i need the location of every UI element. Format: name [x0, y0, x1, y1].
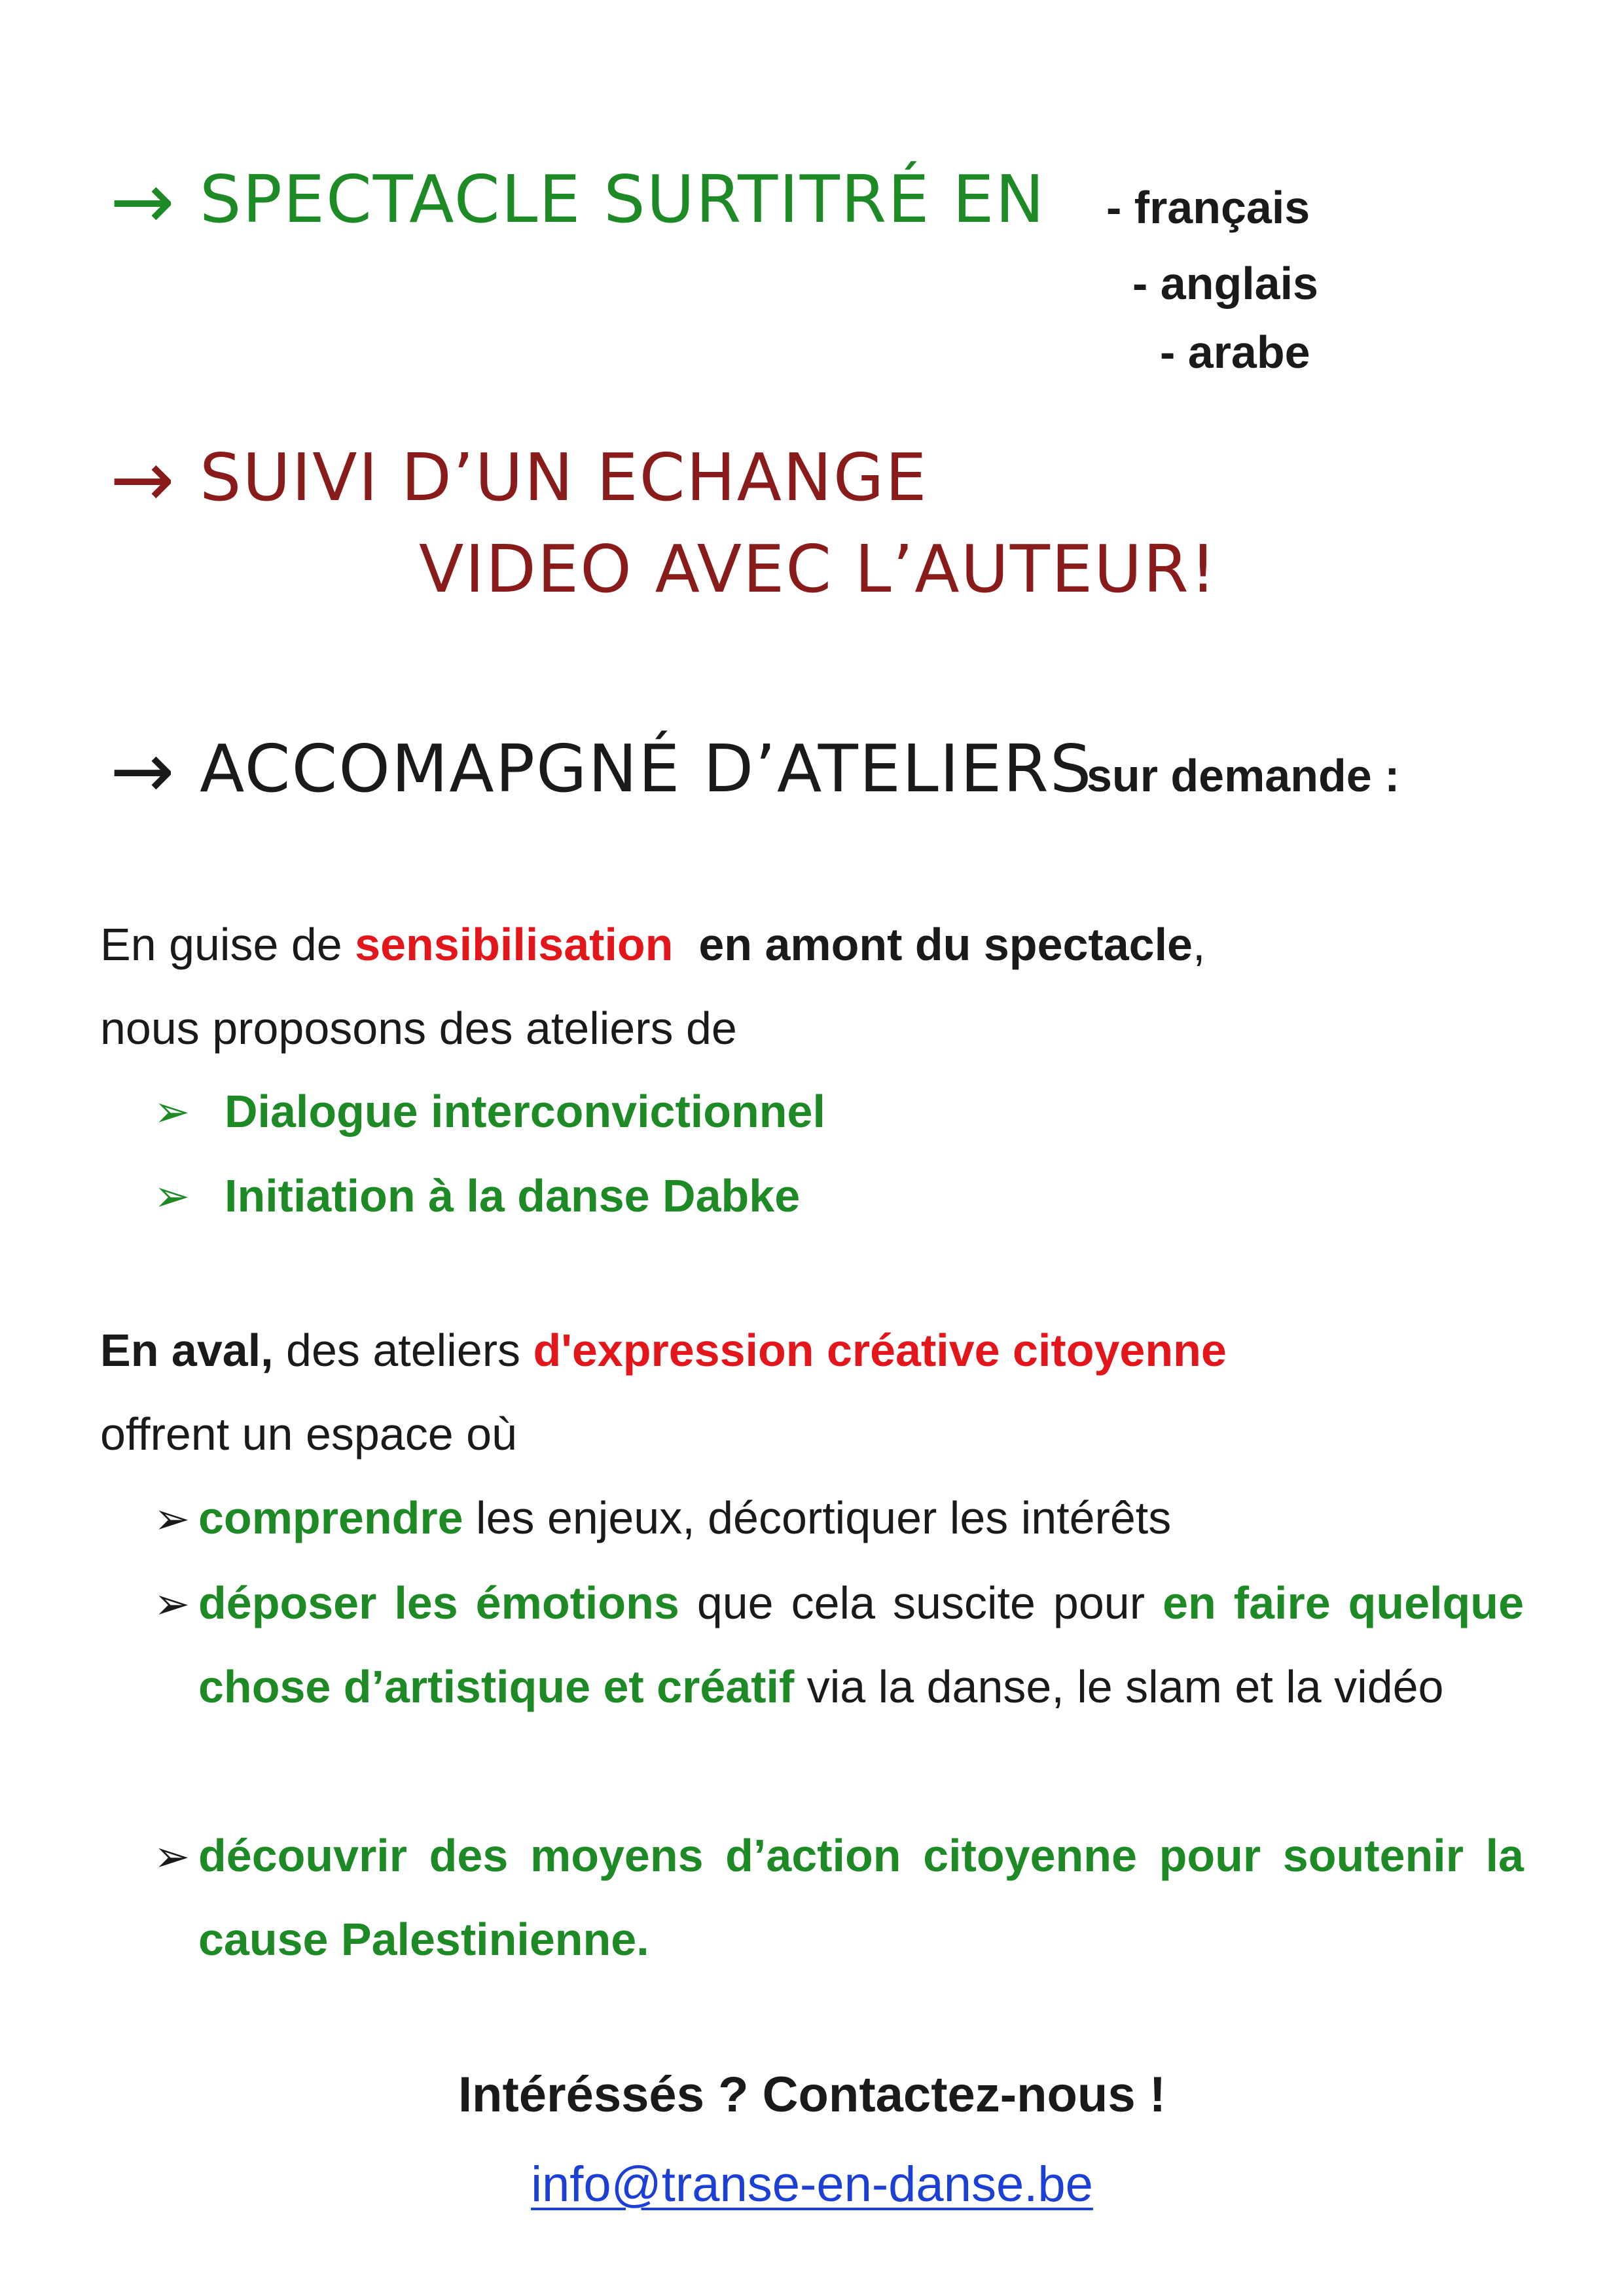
- bullet-arrow-icon: ➢: [154, 1086, 190, 1137]
- highlight-sensibilisation: sensibilisation: [355, 919, 674, 970]
- after-line1: [100, 1325, 1227, 1376]
- after-text: des ateliers: [273, 1325, 533, 1376]
- outcome-understand-text: les enjeux, décortiquer les intérêts: [463, 1492, 1172, 1543]
- bullet-arrow-icon: ➢: [154, 1171, 190, 1221]
- arrow-right-icon: →: [110, 156, 175, 246]
- outcome-emotions: [198, 1561, 1524, 1729]
- outcome-understand-highlight: comprendre: [198, 1492, 463, 1543]
- bullet-arrow-icon: ➢: [154, 1831, 190, 1882]
- arrow-right-icon: →: [110, 434, 175, 524]
- outcome-artistic-text: via la danse, le slam et la vidéo: [794, 1661, 1444, 1712]
- headline-surtitles: SPECTACLE SURTITRÉ EN: [200, 161, 1046, 238]
- headline-video-exchange-line2: VIDEO AVEC L’AUTEUR!: [419, 531, 1218, 607]
- outcome-artistic-highlight: en faire quelque chose d’artistique et créatif: [198, 1577, 1524, 1712]
- contact-prompt: Intéréssés ? Contactez-nous !: [458, 2067, 1166, 2123]
- language-french: - français: [1106, 182, 1310, 233]
- intro-line1: [100, 919, 1206, 970]
- outcome-emotions-highlight: déposer les émotions: [198, 1577, 679, 1628]
- intro-text: En guise de: [100, 919, 355, 970]
- language-arabic: - arabe: [1160, 327, 1310, 378]
- language-english: - anglais: [1132, 258, 1318, 309]
- intro-line2: nous proposons des ateliers de: [100, 1003, 737, 1054]
- headline-video-exchange-line1: SUIVI D’UN ECHANGE: [200, 439, 928, 516]
- after-bold: En aval,: [100, 1325, 274, 1376]
- headline-workshops-suffix: sur demande :: [1087, 750, 1400, 801]
- highlight-creative-expression: d'expression créative citoyenne: [533, 1325, 1227, 1376]
- workshop-dialogue: Dialogue interconvictionnel: [225, 1086, 825, 1137]
- arrow-right-icon: →: [110, 725, 175, 816]
- outcome-understand: [198, 1492, 1172, 1543]
- after-line2: offrent un espace où: [100, 1408, 517, 1460]
- intro-comma: ,: [1192, 919, 1206, 970]
- outcome-citizen-action: découvrir des moyens d’action citoyenne pour soutenir la cause Palestinienne.: [198, 1830, 1524, 1965]
- highlight-upstream: en amont du spectacle: [698, 919, 1193, 970]
- outcome-emotions-text: que cela suscite pour: [679, 1577, 1163, 1628]
- contact-email-wrap: [0, 2157, 1624, 2212]
- bullet-arrow-icon: ➢: [154, 1494, 190, 1544]
- headline-workshops: ACCOMAPGNÉ D’ATELIERS: [200, 730, 1093, 807]
- contact-email-link[interactable]: info@transe-en-danse.be: [531, 2157, 1093, 2212]
- workshop-dabke: Initiation à la danse Dabke: [225, 1170, 801, 1221]
- bullet-arrow-icon: ➢: [154, 1579, 190, 1629]
